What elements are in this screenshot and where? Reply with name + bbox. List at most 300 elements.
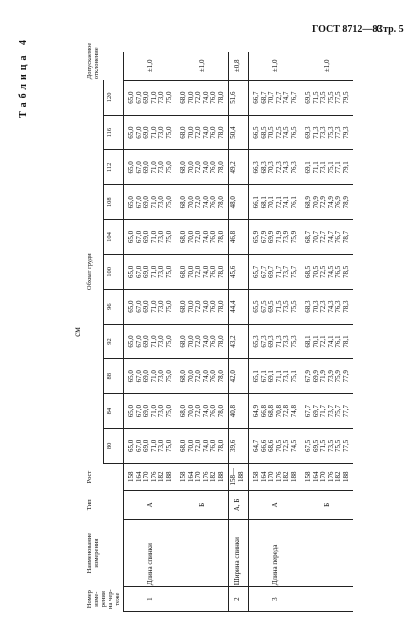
value: 70,0 xyxy=(186,161,195,174)
chest-size-96: 96 xyxy=(103,289,123,324)
value: 77,9 xyxy=(341,370,350,383)
value: 69,0 xyxy=(142,404,150,418)
measurement-number: 3 xyxy=(249,587,302,612)
value: 69,3 xyxy=(304,126,312,139)
value: 67,3 xyxy=(259,335,268,348)
measurement-name xyxy=(176,519,229,586)
value: 73,0 xyxy=(157,370,165,383)
value: 74,0 xyxy=(201,300,210,313)
value: 79,3 xyxy=(341,126,350,139)
table-row xyxy=(229,52,249,612)
height-value: 188 xyxy=(164,471,173,483)
value: 78,0 xyxy=(216,91,225,104)
value: 76,9 xyxy=(334,196,342,209)
measurement-number: 2 xyxy=(229,587,249,612)
value-cell xyxy=(176,394,229,429)
value-cell xyxy=(301,220,353,255)
value: 73,1 xyxy=(282,370,290,383)
value-cell xyxy=(249,394,302,429)
value: 76,0 xyxy=(209,230,217,244)
value-cell xyxy=(124,115,177,150)
value: 71,0 xyxy=(149,404,158,418)
value-cell xyxy=(176,185,229,220)
height-list xyxy=(249,463,302,490)
value: 77,7 xyxy=(341,404,350,418)
value: 69,1 xyxy=(267,370,275,383)
value: 67,0 xyxy=(134,91,143,104)
rotated-table-area xyxy=(14,32,409,612)
measurement-name xyxy=(301,519,353,586)
value: 73,7 xyxy=(282,265,290,278)
value: 70,0 xyxy=(186,404,195,418)
value: 76,7 xyxy=(289,91,298,104)
value: 72,0 xyxy=(194,230,202,244)
value: 68,0 xyxy=(179,126,187,139)
value-cell: 43,2 xyxy=(229,324,249,359)
chest-size-116: 116 xyxy=(103,115,123,150)
tolerance: ±1,0 xyxy=(301,52,353,80)
value: 68,1 xyxy=(304,335,312,348)
value: 68,5 xyxy=(304,265,312,278)
value-cell xyxy=(301,185,353,220)
value: 65,1 xyxy=(252,370,260,383)
value: 71,1 xyxy=(274,370,283,383)
chest-size-88: 88 xyxy=(103,359,123,394)
value: 78,0 xyxy=(216,126,225,139)
value: 73,7 xyxy=(326,404,335,418)
value-cell xyxy=(301,359,353,394)
value: 73,0 xyxy=(157,161,165,174)
value: 74,7 xyxy=(326,230,335,244)
value: 73,3 xyxy=(319,126,327,139)
value: 72,3 xyxy=(274,161,283,174)
value: 76,0 xyxy=(209,300,217,313)
value: 65,0 xyxy=(127,196,135,209)
chest-size-92: 92 xyxy=(103,324,123,359)
figure-type: А xyxy=(249,490,302,519)
value-cell xyxy=(176,254,229,289)
value: 74,0 xyxy=(201,161,210,174)
value: 72,7 xyxy=(319,230,327,244)
value: 75,1 xyxy=(289,370,298,383)
value: 76,0 xyxy=(209,265,217,278)
value: 74,0 xyxy=(201,126,210,139)
value: 75,7 xyxy=(289,265,298,278)
value: 64,7 xyxy=(252,439,260,452)
tolerance: ±1,0 xyxy=(124,52,177,80)
value: 71,7 xyxy=(319,404,327,418)
value: 72,0 xyxy=(194,196,202,209)
value: 69,0 xyxy=(142,335,150,348)
value: 70,3 xyxy=(267,161,275,174)
value: 65,0 xyxy=(127,370,135,383)
value: 70,0 xyxy=(186,439,195,452)
unit-label: см xyxy=(72,327,82,337)
value: 74,0 xyxy=(201,370,210,383)
height-value: 188 xyxy=(341,471,350,483)
value: 69,7 xyxy=(267,265,275,278)
value: 76,5 xyxy=(289,126,298,139)
value: 72,0 xyxy=(194,439,202,452)
value: 70,0 xyxy=(186,91,195,104)
value: 67,0 xyxy=(134,161,143,174)
height-value: 164 xyxy=(134,471,143,483)
value-cell: 40,8 xyxy=(229,394,249,429)
value: 66,1 xyxy=(252,196,260,209)
value: 71,0 xyxy=(149,161,158,174)
measurements-table xyxy=(84,42,353,612)
value-cell xyxy=(124,289,177,324)
value: 75,9 xyxy=(334,370,342,383)
value-cell xyxy=(176,289,229,324)
value: 66,5 xyxy=(252,126,260,139)
value: 76,1 xyxy=(289,196,298,209)
value: 67,0 xyxy=(134,196,143,209)
value: 67,0 xyxy=(134,404,143,418)
chest-size-108: 108 xyxy=(103,185,123,220)
value: 69,0 xyxy=(142,91,150,104)
value-cell xyxy=(301,394,353,429)
height-value: 170 xyxy=(142,471,150,483)
value: 75,9 xyxy=(289,230,298,244)
value: 71,3 xyxy=(274,335,283,348)
figure-type: А xyxy=(124,490,177,519)
table-title: Таблица 4 xyxy=(18,36,29,118)
value: 71,3 xyxy=(311,126,320,139)
value-cell xyxy=(124,254,177,289)
value: 75,0 xyxy=(164,370,173,383)
value-cell xyxy=(124,80,177,115)
value: 73,0 xyxy=(157,335,165,348)
value: 75,0 xyxy=(164,300,173,313)
value: 68,6 xyxy=(267,439,275,452)
value: 75,0 xyxy=(164,91,173,104)
value: 75,5 xyxy=(289,300,298,313)
value: 70,1 xyxy=(311,335,320,348)
value: 71,0 xyxy=(149,196,158,209)
value: 74,0 xyxy=(201,91,210,104)
value: 68,0 xyxy=(179,91,187,104)
value: 74,3 xyxy=(282,161,290,174)
value-cell xyxy=(124,220,177,255)
value: 74,7 xyxy=(282,91,290,104)
value-cell xyxy=(176,359,229,394)
value: 75,7 xyxy=(334,404,342,418)
value: 74,1 xyxy=(326,335,335,348)
value: 76,5 xyxy=(334,265,342,278)
value: 73,1 xyxy=(319,161,327,174)
value-cell xyxy=(249,359,302,394)
value: 74,8 xyxy=(289,404,298,418)
value: 66,7 xyxy=(252,91,260,104)
value: 70,8 xyxy=(274,404,283,418)
value: 68,7 xyxy=(259,91,268,104)
value: 71,0 xyxy=(149,91,158,104)
value: 68,3 xyxy=(259,161,268,174)
value: 79,1 xyxy=(341,161,350,174)
value: 78,0 xyxy=(216,196,225,209)
value: 78,9 xyxy=(341,196,350,209)
value: 74,9 xyxy=(326,196,335,209)
value-cell xyxy=(301,115,353,150)
value: 73,0 xyxy=(157,91,165,104)
value: 70,0 xyxy=(186,300,195,313)
value: 73,0 xyxy=(157,265,165,278)
value: 67,0 xyxy=(134,126,143,139)
height-value: 176 xyxy=(201,471,210,483)
value-cell: 46,8 xyxy=(229,220,249,255)
value: 69,0 xyxy=(142,196,150,209)
value: 75,3 xyxy=(289,335,298,348)
value: 68,5 xyxy=(259,126,268,139)
value: 78,0 xyxy=(216,404,225,418)
value: 76,0 xyxy=(209,196,217,209)
value: 76,0 xyxy=(209,404,217,418)
value: 71,7 xyxy=(274,265,283,278)
value: 65,0 xyxy=(127,335,135,348)
height-value: 176 xyxy=(326,471,335,483)
value: 72,0 xyxy=(194,161,202,174)
header-chest-group: Обхват груди xyxy=(84,80,103,463)
value: 67,9 xyxy=(259,230,268,244)
value: 72,0 xyxy=(194,370,202,383)
value-cell: 44,4 xyxy=(229,289,249,324)
value: 70,0 xyxy=(186,196,195,209)
value: 67,5 xyxy=(259,300,268,313)
value: 67,0 xyxy=(134,230,143,244)
value: 75,0 xyxy=(164,439,173,452)
value: 69,0 xyxy=(142,370,150,383)
value-cell: 49,2 xyxy=(229,150,249,185)
value: 65,0 xyxy=(127,161,135,174)
value-cell: 50,4 xyxy=(229,115,249,150)
value: 66,6 xyxy=(259,439,268,452)
header-height: Рост xyxy=(84,463,124,490)
value: 72,0 xyxy=(194,404,202,418)
chest-size-104: 104 xyxy=(103,220,123,255)
value: 65,7 xyxy=(252,265,260,278)
value: 73,0 xyxy=(157,300,165,313)
value: 68,0 xyxy=(179,230,187,244)
value: 77,5 xyxy=(334,91,342,104)
value: 70,0 xyxy=(186,335,195,348)
value: 71,0 xyxy=(149,300,158,313)
value: 74,0 xyxy=(201,335,210,348)
value: 70,9 xyxy=(311,196,320,209)
measurement-number xyxy=(176,587,229,612)
value: 73,9 xyxy=(326,370,335,383)
value: 74,0 xyxy=(201,196,210,209)
value: 65,3 xyxy=(252,335,260,348)
value: 78,0 xyxy=(216,370,225,383)
value: 70,0 xyxy=(186,370,195,383)
height-value: 170 xyxy=(267,471,275,483)
value: 74,5 xyxy=(282,126,290,139)
value-cell: 42,0 xyxy=(229,359,249,394)
value: 68,0 xyxy=(179,300,187,313)
value: 73,9 xyxy=(282,230,290,244)
value: 78,0 xyxy=(216,265,225,278)
value-cell xyxy=(176,80,229,115)
value: 73,0 xyxy=(157,404,165,418)
value: 76,3 xyxy=(334,300,342,313)
value: 69,0 xyxy=(142,439,150,452)
value: 75,0 xyxy=(164,126,173,139)
value: 71,5 xyxy=(319,439,327,452)
value: 71,5 xyxy=(311,91,320,104)
value: 68,8 xyxy=(267,404,275,418)
value: 68,3 xyxy=(304,300,312,313)
height-value: 158 xyxy=(127,471,135,483)
value-cell xyxy=(124,394,177,429)
value: 68,0 xyxy=(179,404,187,418)
chest-size-100: 100 xyxy=(103,254,123,289)
value: 69,5 xyxy=(304,91,312,104)
value: 68,0 xyxy=(179,196,187,209)
value: 69,0 xyxy=(142,300,150,313)
height-value: 164 xyxy=(311,471,320,483)
value: 74,1 xyxy=(282,196,290,209)
value: 70,0 xyxy=(186,126,195,139)
value-cell xyxy=(301,150,353,185)
value: 74,5 xyxy=(326,265,335,278)
height-range: 158—188 xyxy=(229,463,249,490)
value-cell xyxy=(301,324,353,359)
chest-size-112: 112 xyxy=(103,150,123,185)
value: 72,9 xyxy=(319,196,327,209)
value: 75,0 xyxy=(164,196,173,209)
height-value: 158 xyxy=(252,471,260,483)
value: 69,9 xyxy=(311,370,320,383)
value: 74,5 xyxy=(289,439,298,452)
value-cell xyxy=(176,115,229,150)
value: 78,5 xyxy=(341,265,350,278)
value-cell xyxy=(124,359,177,394)
value: 66,3 xyxy=(252,161,260,174)
value: 78,3 xyxy=(341,300,350,313)
value: 65,0 xyxy=(127,91,135,104)
tolerance: ±1,0 xyxy=(249,52,302,80)
value: 69,0 xyxy=(142,265,150,278)
value: 67,9 xyxy=(304,370,312,383)
value: 71,0 xyxy=(149,230,158,244)
value: 76,0 xyxy=(209,161,217,174)
table-row xyxy=(301,52,353,612)
value-cell xyxy=(176,324,229,359)
height-value: 164 xyxy=(186,471,195,483)
height-value: 158 xyxy=(304,471,312,483)
value: 78,1 xyxy=(341,335,350,348)
value: 72,5 xyxy=(319,265,327,278)
value: 78,0 xyxy=(216,300,225,313)
measurement-number: 1 xyxy=(124,587,177,612)
value: 65,5 xyxy=(252,300,260,313)
value: 78,0 xyxy=(216,439,225,452)
value: 75,0 xyxy=(164,161,173,174)
value: 72,0 xyxy=(194,126,202,139)
value: 79,5 xyxy=(341,91,350,104)
value: 70,3 xyxy=(311,300,320,313)
value: 67,1 xyxy=(259,370,268,383)
value: 68,1 xyxy=(259,196,268,209)
value: 75,5 xyxy=(326,91,335,104)
value: 70,7 xyxy=(311,230,320,244)
value: 69,5 xyxy=(267,300,275,313)
header-name: Наименование измерения xyxy=(84,519,124,586)
header-type: Тип xyxy=(84,490,124,519)
height-value: 188 xyxy=(289,471,298,483)
value: 72,5 xyxy=(274,126,283,139)
value: 68,0 xyxy=(179,439,187,452)
height-value: 182 xyxy=(334,471,342,483)
measurement-name: Длина переда xyxy=(249,519,302,586)
value: 67,0 xyxy=(134,265,143,278)
chest-size-84: 84 xyxy=(103,394,123,429)
value-cell xyxy=(249,428,302,463)
value: 73,5 xyxy=(319,91,327,104)
value-cell xyxy=(301,80,353,115)
value: 68,7 xyxy=(304,230,312,244)
height-value: 158 xyxy=(179,471,187,483)
value: 67,0 xyxy=(134,439,143,452)
value-cell xyxy=(124,428,177,463)
value: 69,9 xyxy=(267,230,275,244)
figure-type: Б xyxy=(176,490,229,519)
value: 75,0 xyxy=(164,335,173,348)
value: 71,0 xyxy=(149,265,158,278)
value-cell xyxy=(249,115,302,150)
value-cell xyxy=(176,150,229,185)
value: 74,0 xyxy=(201,230,210,244)
value: 72,0 xyxy=(194,300,202,313)
value: 69,0 xyxy=(142,161,150,174)
value: 76,0 xyxy=(209,335,217,348)
value-cell xyxy=(249,220,302,255)
value: 72,3 xyxy=(319,300,327,313)
value: 73,0 xyxy=(157,126,165,139)
value: 73,5 xyxy=(326,439,335,452)
value: 76,7 xyxy=(334,230,342,244)
height-value: 176 xyxy=(274,471,283,483)
value: 78,0 xyxy=(216,335,225,348)
value: 73,5 xyxy=(282,300,290,313)
value: 76,0 xyxy=(209,439,217,452)
value: 72,0 xyxy=(194,335,202,348)
value: 72,8 xyxy=(282,404,290,418)
value: 65,0 xyxy=(127,126,135,139)
value: 69,0 xyxy=(142,230,150,244)
chest-size-80: 80 xyxy=(103,428,123,463)
value: 65,0 xyxy=(127,439,135,452)
value: 76,3 xyxy=(289,161,298,174)
value: 67,7 xyxy=(304,404,312,418)
value: 78,7 xyxy=(341,230,350,244)
value: 74,0 xyxy=(201,439,210,452)
value: 65,0 xyxy=(127,265,135,278)
value: 67,5 xyxy=(304,439,312,452)
value: 70,0 xyxy=(186,265,195,278)
height-value: 164 xyxy=(259,471,268,483)
value-cell xyxy=(176,220,229,255)
value: 71,0 xyxy=(149,335,158,348)
height-list xyxy=(124,463,177,490)
value: 69,5 xyxy=(311,439,320,452)
value: 70,0 xyxy=(186,230,195,244)
value: 78,0 xyxy=(216,161,225,174)
value: 74,0 xyxy=(201,265,210,278)
table-row xyxy=(124,52,177,612)
value: 70,5 xyxy=(267,126,275,139)
